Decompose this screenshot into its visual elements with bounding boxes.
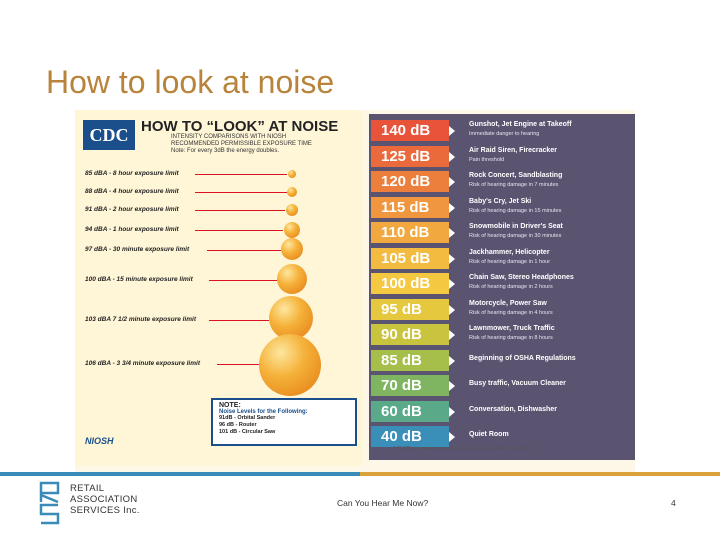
decibel-level-row — [369, 322, 635, 346]
cdc-logo: CDC — [83, 120, 135, 150]
decibel-level-row — [369, 195, 635, 219]
exposure-limit-line — [195, 192, 287, 193]
arrow-right-icon — [449, 330, 455, 340]
arrow-right-icon — [449, 279, 455, 289]
decibel-value: 115 dB — [371, 197, 449, 218]
logo-text-line: ASSOCIATION — [70, 494, 138, 505]
footer-text: Can You Hear Me Now? — [337, 498, 429, 508]
arrow-right-icon — [449, 432, 455, 442]
decibel-footnote: *dB SPL is a measurement of sound pressure level in decibels. — [393, 446, 533, 452]
decibel-description: Conversation, Dishwasher — [469, 405, 557, 413]
decibel-value: 85 dB — [371, 350, 449, 371]
decibel-value: 105 dB — [371, 248, 449, 269]
logo-text-line: RETAIL — [70, 483, 105, 494]
decibel-description: Rock Concert, Sandblasting — [469, 172, 563, 179]
exposure-limit-label: 106 dBA - 3 3/4 minute exposure limit — [85, 360, 200, 367]
arrow-right-icon — [449, 203, 455, 213]
logo-text-line: SERVICES Inc. — [70, 505, 140, 516]
decibel-description: Beginning of OSHA Regulations — [469, 354, 576, 362]
decibel-level-row — [369, 246, 635, 270]
decibel-value: 140 dB — [371, 120, 449, 141]
decibel-risk-note: Risk of hearing damage in 2 hours — [469, 284, 553, 290]
decibel-value: 100 dB — [371, 273, 449, 294]
decibel-level-row — [369, 144, 635, 168]
arrow-right-icon — [449, 152, 455, 162]
decibel-description: Busy traffic, Vacuum Cleaner — [469, 380, 566, 387]
decibel-level-row — [369, 373, 635, 397]
exposure-limit-label: 88 dBA - 4 hour exposure limit — [85, 188, 179, 195]
arrow-right-icon — [449, 126, 455, 136]
exposure-limit-line — [195, 210, 285, 211]
noise-sphere — [284, 222, 300, 238]
decibel-value: 110 dB — [371, 222, 449, 243]
arrow-right-icon — [449, 305, 455, 315]
decibel-description: Motorcycle, Power Saw — [469, 299, 547, 307]
decibel-risk-note: Risk of hearing damage in 4 hours — [469, 309, 553, 316]
poster-subtitle-line: RECOMMENDED PERMISSIBLE EXPOSURE TIME — [171, 141, 312, 147]
noise-poster — [75, 110, 635, 476]
decibel-risk-note: Risk of hearing damage in 30 minutes — [469, 233, 562, 239]
decibel-risk-note: Risk of hearing damage in 7 minutes — [469, 182, 559, 188]
decibel-level-row — [369, 399, 635, 423]
decibel-level-row — [369, 220, 635, 244]
decibel-value: 120 dB — [371, 171, 449, 192]
footer-rule — [0, 472, 720, 476]
decibel-description: Baby's Cry, Jet Ski — [469, 197, 532, 205]
decibel-level-row — [369, 169, 635, 193]
arrow-right-icon — [449, 407, 455, 417]
rs-logo-icon — [38, 481, 62, 525]
decibel-description: Lawnmower, Truck Traffic — [469, 325, 555, 332]
noise-sphere — [286, 204, 298, 216]
decibel-description: Jackhammer, Helicopter — [469, 248, 550, 256]
slide-title: How to look at noise — [46, 64, 335, 100]
exposure-limit-line — [195, 174, 287, 175]
decibel-description: Chain Saw, Stereo Headphones — [469, 274, 574, 281]
exposure-limit-label: 103 dBA 7 1/2 minute exposure limit — [85, 316, 197, 323]
logo-text — [70, 483, 140, 516]
noise-sphere — [259, 334, 321, 396]
page-number: 4 — [671, 498, 676, 508]
decibel-level-row — [369, 348, 635, 372]
noise-sphere — [288, 170, 296, 178]
note-subtitle: Noise Levels for the Following: — [219, 409, 308, 415]
noise-sphere — [277, 264, 307, 294]
exposure-limits-panel — [75, 110, 363, 466]
decibel-value: 40 dB — [371, 426, 449, 447]
decibel-level-row — [369, 424, 635, 448]
decibel-level-row — [369, 118, 635, 142]
decibel-description: Gunshot, Jet Engine at Takeoff — [469, 121, 572, 128]
decibel-value: 60 dB — [371, 401, 449, 422]
exposure-limit-line — [207, 250, 281, 251]
decibel-risk-note: Immediate danger to hearing — [469, 131, 540, 137]
arrow-right-icon — [449, 177, 455, 187]
decibel-value: 125 dB — [371, 146, 449, 167]
note-item: 96 dB - Router — [219, 422, 257, 428]
decibel-risk-note: Risk of hearing damage in 8 hours — [469, 335, 553, 341]
decibel-level-row — [369, 271, 635, 295]
exposure-limit-label: 94 dBA - 1 hour exposure limit — [85, 226, 179, 233]
decibel-description: Air Raid Siren, Firecracker — [469, 146, 557, 154]
note-item: 101 dB - Circular Saw — [219, 429, 276, 435]
exposure-limit-label: 91 dBA - 2 hour exposure limit — [85, 206, 179, 213]
decibel-levels-panel — [369, 114, 635, 460]
poster-title: HOW TO “LOOK” AT NOISE — [141, 118, 339, 135]
note-title: NOTE: — [219, 402, 241, 409]
exposure-limit-line — [195, 230, 283, 231]
exposure-limit-label: 97 dBA - 30 minute exposure limit — [85, 246, 190, 253]
decibel-risk-note: Pain threshold — [469, 156, 505, 163]
note-item: 91dB - Orbital Sander — [219, 415, 276, 421]
decibel-description: Quiet Room — [469, 431, 509, 438]
arrow-right-icon — [449, 356, 455, 366]
noise-sphere — [281, 238, 303, 260]
decibel-value: 90 dB — [371, 324, 449, 345]
decibel-value: 70 dB — [371, 375, 449, 396]
noise-levels-note — [211, 398, 357, 446]
exposure-limit-line — [217, 364, 261, 365]
arrow-right-icon — [449, 228, 455, 238]
arrow-right-icon — [449, 254, 455, 264]
poster-subtitle-line: Note: For every 3dB the energy doubles. — [171, 148, 280, 154]
decibel-level-row — [369, 297, 635, 321]
exposure-limit-label: 100 dBA - 15 minute exposure limit — [85, 276, 193, 283]
exposure-limit-line — [209, 320, 269, 321]
poster-subtitle — [171, 134, 331, 155]
niosh-logo: NIOSH — [85, 436, 114, 446]
arrow-right-icon — [449, 381, 455, 391]
exposure-limit-line — [209, 280, 277, 281]
poster-subtitle-line: INTENSITY COMPARISONS WITH NIOSH — [171, 134, 287, 140]
decibel-value: 95 dB — [371, 299, 449, 320]
exposure-limit-label: 85 dBA - 8 hour exposure limit — [85, 170, 179, 177]
decibel-risk-note: Risk of hearing damage in 15 minutes — [469, 207, 562, 214]
decibel-risk-note: Risk of hearing damage in 1 hour — [469, 258, 551, 265]
noise-sphere — [287, 187, 297, 197]
decibel-description: Snowmobile in Driver's Seat — [469, 223, 563, 230]
